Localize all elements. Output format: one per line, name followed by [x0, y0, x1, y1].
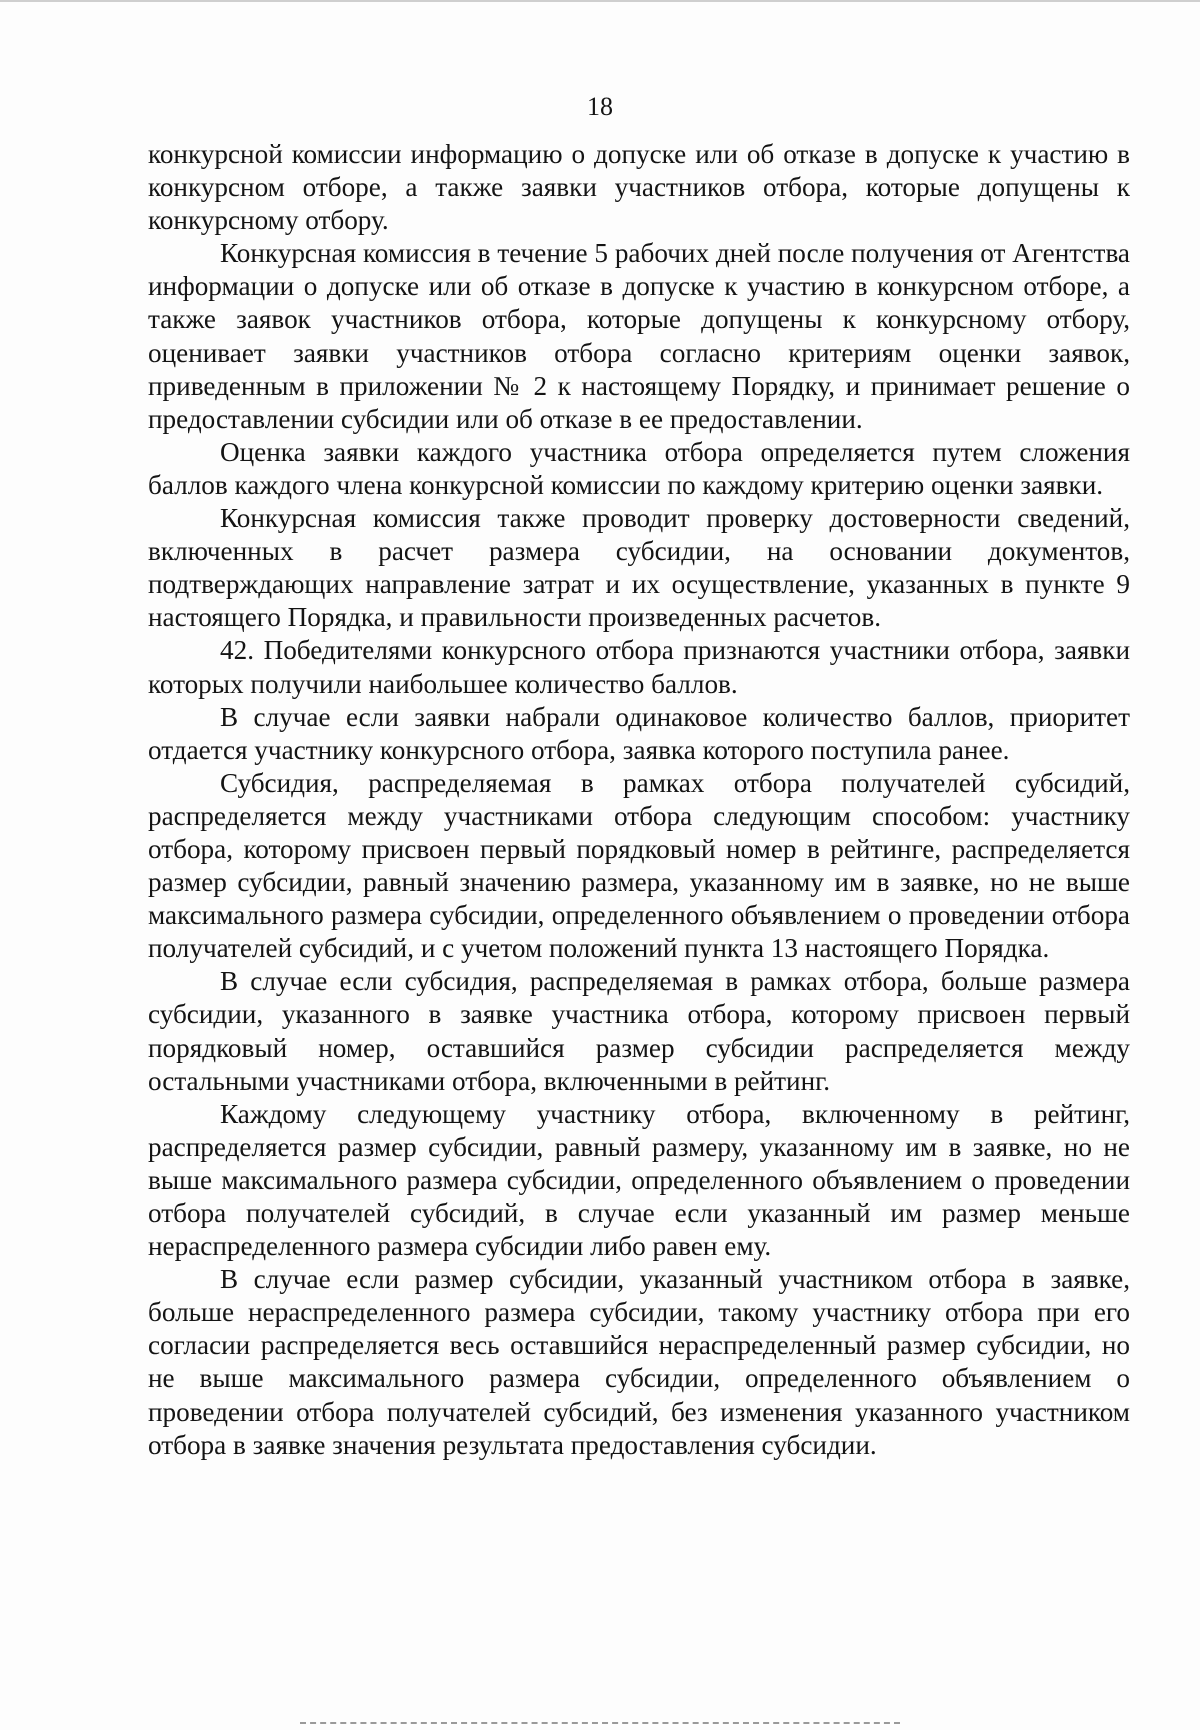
- paragraph: Оценка заявки каждого участника отбора определяется путем сложения баллов каждого члена конкурсной комиссии по каждому критерию оценки заявки.: [148, 436, 1130, 500]
- paragraph: В случае если субсидия, распределяемая в рамках отбора, больше размера субсидии, указанного в заявке участника отбора, которому присвоен первый порядковый номер, оставшийся размер субсидии распределяется между остальными участниками отбора, включенными в рейтинг.: [148, 966, 1130, 1096]
- paragraph: Субсидия, распределяемая в рамках отбора получателей субсидий, распределяется между участниками отбора следующим способом: участнику отбора, которому присвоен первый порядковый номер в рейтинге, распределяется размер субсидии, равный значению размера, указанному им в заявке, но не выше максимального размера субсидии, определенного объявлением о проведении отбора получателей субсидий, и с учетом положений пункта 13 настоящего Порядка.: [148, 767, 1130, 964]
- paragraph: В случае если размер субсидии, указанный участником отбора в заявке, больше нераспределенного размера субсидии, такому участнику отбора при его согласии распределяется весь оставшийся нераспределенный размер субсидии, но не выше максимального размера субсидии, определенного объявлением о проведении отбора получателей субсидий, без изменения указанного участником отбора в заявке значения результата предоставления субсидии.: [148, 1264, 1130, 1460]
- paragraph: Конкурсная комиссия также проводит проверку достоверности сведений, включенных в расчет размера субсидии, на основании документов, подтверждающих направление затрат и их осуществление, указанных в пункте 9 настоящего Порядка, и правильности произведенных расчетов.: [148, 503, 1130, 633]
- document-body: [148, 138, 1130, 1462]
- page-number: 18: [587, 92, 613, 121]
- bottom-scan-line: [300, 1722, 900, 1724]
- paragraph-continuation: конкурсной комиссии информацию о допуске или об отказе в допуске к участию в конкурсном отборе, а также заявки участников отбора, которые допущены к конкурсному отбору.: [148, 139, 1130, 236]
- paragraph: Каждому следующему участнику отбора, включенному в рейтинг, распределяется размер субсидии, равный размеру, указанному им в заявке, но не выше максимального размера субсидии, определенного объявлением о проведении отбора получателей субсидий, в случае если указанный им размер меньше нераспределенного размера субсидии либо равен ему.: [148, 1098, 1130, 1262]
- paragraph: В случае если заявки набрали одинаковое количество баллов, приоритет отдается участнику конкурсного отбора, заявка которого поступила ранее.: [148, 701, 1130, 765]
- paragraph-clause-42: 42. Победителями конкурсного отбора признаются участники отбора, заявки которых получили наибольшее количество баллов.: [148, 635, 1130, 699]
- scan-edge: [0, 0, 1200, 2]
- paragraph: Конкурсная комиссия в течение 5 рабочих дней после получения от Агентства информации о допуске или об отказе в допуске к участию в конкурсном отборе, а также заявок участников отбора, которые допущены к конкурсному отбору, оценивает заявки участников отбора согласно критериям оценки заявок, приведенным в приложении № 2 к настоящему Порядку, и принимает решение о предоставлении субсидии или об отказе в ее предоставлении.: [148, 238, 1130, 434]
